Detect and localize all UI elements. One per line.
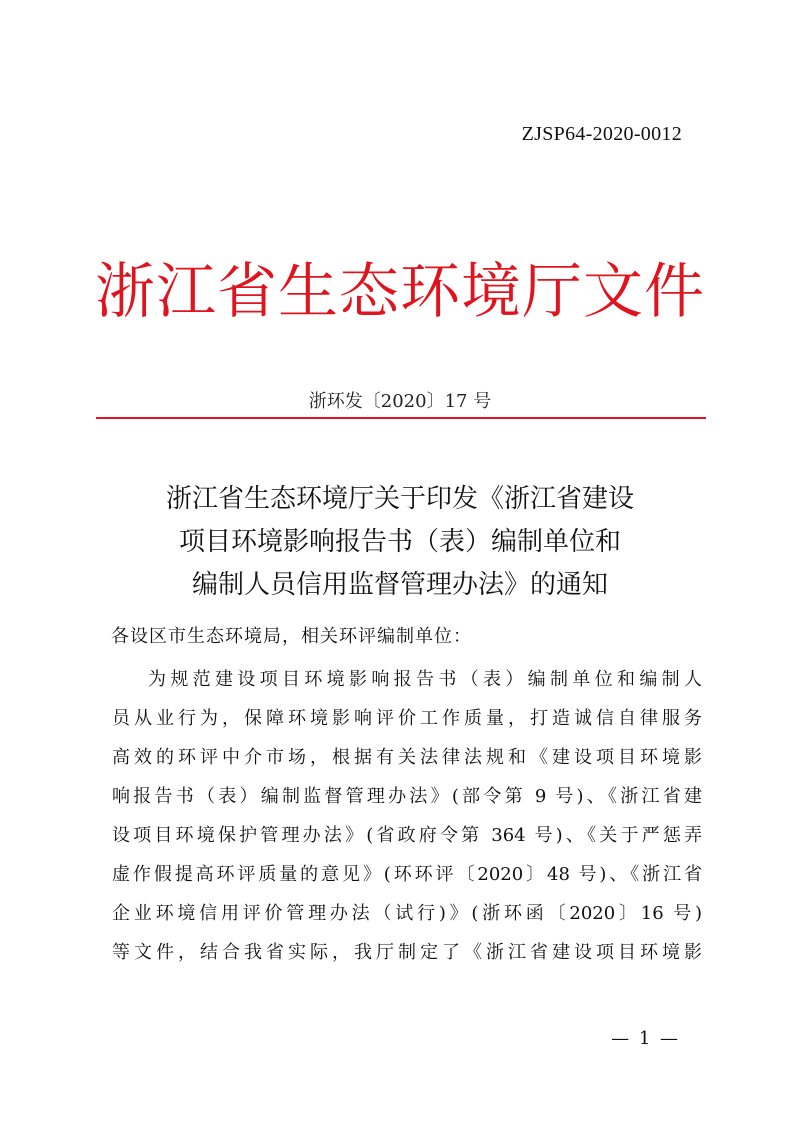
red-divider-line [96, 417, 706, 419]
body-line: 员从业行为，保障环境影响评价工作质量，打造诚信自律服务 [112, 708, 702, 729]
body-line: 企业环境信用评价管理办法（试行)》(浙环函〔2020〕16 号) [112, 903, 702, 924]
salutation: 各设区市生态环境局，相关环评编制单位： [111, 626, 472, 647]
body-paragraph [112, 660, 702, 972]
body-line: 为规范建设项目环境影响报告书（表）编制单位和编制人 [148, 669, 702, 690]
body-line: 高效的环评中介市场，根据有关法律法规和《建设项目环境影 [112, 747, 702, 768]
notice-title [100, 478, 700, 607]
notice-title-line: 项目环境影响报告书（表）编制单位和 [178, 527, 621, 557]
masthead-title: 浙江省生态环境厅文件 [95, 257, 705, 327]
notice-title-line: 浙江省生态环境厅关于印发《浙江省建设 [165, 484, 634, 514]
body-line: 等文件，结合我省实际，我厅制定了《浙江省建设项目环境影 [112, 942, 702, 963]
document-number: 浙环发〔2020〕17 号 [308, 391, 492, 412]
document-code: ZJSP64-2020-0012 [521, 123, 682, 145]
body-line: 响报告书（表）编制监督管理办法》(部令第 9 号)、《浙江省建 [112, 786, 702, 807]
page-number: — 1 — [611, 1028, 680, 1049]
body-line: 虚作假提高环评质量的意见》(环环评〔2020〕48 号)、《浙江省 [112, 864, 702, 885]
body-line: 设项目环境保护管理办法》(省政府令第 364 号)、《关于严惩弄 [112, 825, 702, 846]
notice-title-line: 编制人员信用监督管理办法》的通知 [191, 570, 608, 600]
